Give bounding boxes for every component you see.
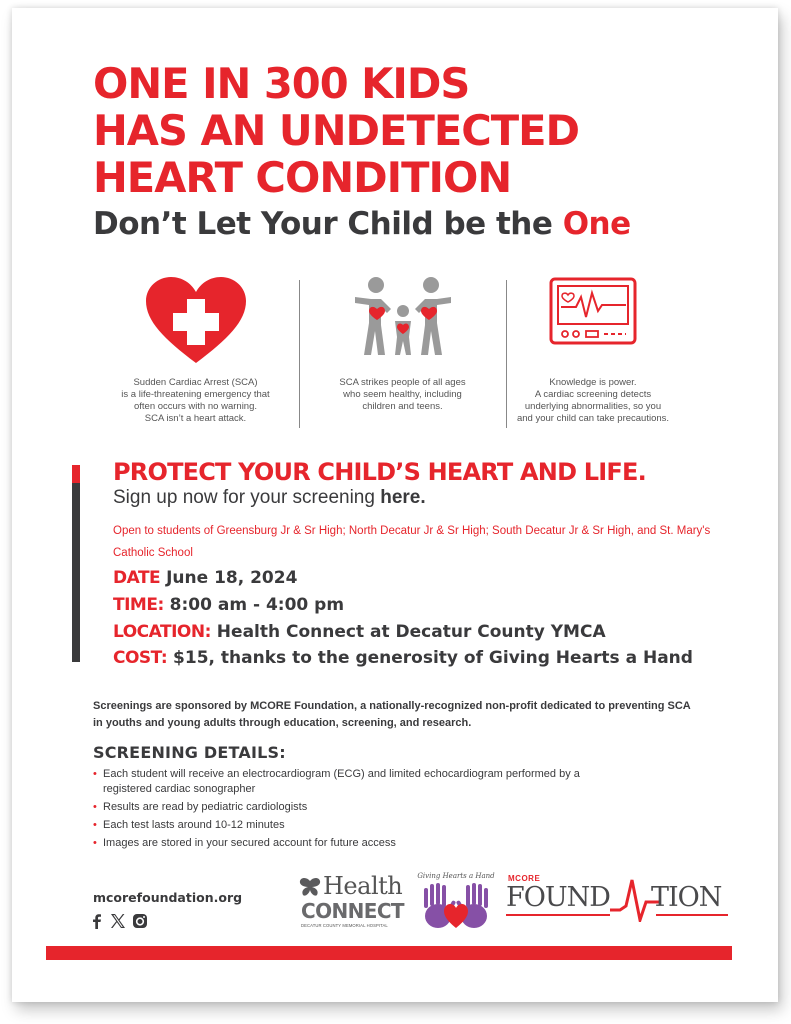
column-text-line: often occurs with no warning. bbox=[133, 401, 258, 412]
mcore-big-left: FOUND bbox=[506, 882, 610, 913]
detail-value: Health Connect at Decatur County YMCA bbox=[210, 622, 606, 642]
detail-label: DATE bbox=[113, 568, 161, 588]
giving-hearts-text: Giving Hearts a Hand bbox=[417, 872, 495, 880]
detail-location bbox=[113, 622, 606, 642]
column-text-line: SCA isn’t a heart attack. bbox=[144, 413, 247, 424]
column-text-line: is a life-threatening emergency that bbox=[121, 389, 270, 400]
info-column-sca bbox=[93, 275, 298, 425]
headline-line-1: ONE IN 300 KIDS bbox=[93, 59, 470, 108]
detail-label: LOCATION: bbox=[113, 622, 211, 642]
mcore-big-right: TION bbox=[651, 882, 722, 913]
headline bbox=[93, 60, 579, 201]
screening-details-list bbox=[93, 767, 613, 854]
hands-heart-icon bbox=[416, 882, 496, 934]
mcore-underline-right bbox=[656, 914, 728, 916]
detail-label: TIME: bbox=[113, 595, 164, 615]
section-accent-bar bbox=[72, 465, 80, 662]
protect-title: PROTECT YOUR CHILD’S HEART AND LIFE. bbox=[113, 458, 646, 486]
x-icon[interactable] bbox=[110, 913, 126, 929]
detail-value: 8:00 am - 4:00 pm bbox=[163, 595, 345, 615]
health-connect-word-2: CONNECT bbox=[301, 899, 404, 923]
column-text-line: underlying abnormalities, so you bbox=[524, 401, 662, 412]
column-text-line: Sudden Cardiac Arrest (SCA) bbox=[133, 377, 258, 388]
signup-link[interactable]: here. bbox=[380, 487, 426, 508]
sponsor-text: Screenings are sponsored by MCORE Foundation, a nationally-recognized non-profit dedicated to preventing SCA in youths and young adults through education, screening, and research. bbox=[93, 700, 691, 729]
headline-line-3: HEART CONDITION bbox=[93, 153, 512, 202]
detail-value: $15, thanks to the generosity of Giving Hearts a Hand bbox=[167, 648, 693, 668]
family-icon bbox=[351, 275, 455, 359]
column-text-line: Knowledge is power. bbox=[549, 377, 637, 388]
list-item: • Results are read by pediatric cardiologists bbox=[93, 800, 308, 813]
detail-label: COST: bbox=[113, 648, 168, 668]
screening-details-title: SCREENING DETAILS: bbox=[93, 743, 286, 762]
butterfly-icon bbox=[299, 877, 321, 897]
list-item: • Images are stored in your secured account for future access bbox=[93, 836, 396, 849]
column-text-line: children and teens. bbox=[362, 401, 443, 412]
section-accent-bar-top bbox=[72, 465, 80, 483]
social-icons bbox=[90, 913, 148, 929]
heart-monitor-icon bbox=[548, 275, 638, 347]
instagram-icon[interactable] bbox=[132, 913, 148, 929]
health-connect-sub: DECATUR COUNTY MEMORIAL HOSPITAL bbox=[301, 923, 388, 928]
column-text-line: A cardiac screening detects bbox=[534, 389, 652, 400]
detail-cost bbox=[113, 648, 693, 668]
facebook-icon[interactable] bbox=[90, 913, 104, 929]
detail-time bbox=[113, 595, 344, 615]
column-text-line: and your child can take precautions. bbox=[516, 413, 670, 424]
mcore-foundation-logo bbox=[506, 874, 732, 924]
list-item: • Each test lasts around 10-12 minutes bbox=[93, 818, 285, 831]
info-column-knowledge bbox=[488, 275, 698, 425]
subhead bbox=[93, 206, 631, 242]
website-link[interactable]: mcorefoundation.org bbox=[93, 890, 243, 905]
column-text-line: SCA strikes people of all ages bbox=[339, 377, 466, 388]
eligible-schools: Open to students of Greensburg Jr & Sr High; North Decatur Jr & Sr High; South Decatur Jr & Sr High, and St. Mary's Catholic School bbox=[113, 525, 711, 559]
health-connect-word-1: Health bbox=[323, 872, 403, 900]
signup-line bbox=[113, 487, 426, 509]
giving-hearts-logo bbox=[414, 872, 498, 934]
signup-text: Sign up now for your screening bbox=[113, 487, 381, 508]
mcore-underline bbox=[506, 914, 610, 916]
column-text-line: who seem healthy, including bbox=[343, 389, 462, 400]
headline-line-2: HAS AN UNDETECTED bbox=[93, 106, 580, 155]
health-connect-logo bbox=[299, 874, 404, 932]
bottom-accent-bar bbox=[46, 946, 732, 960]
list-item: • Each student will receive an electrocardiogram (ECG) and limited echocardiogram performed by a registered cardiac sonographer bbox=[93, 768, 580, 795]
subhead-highlight: One bbox=[562, 206, 631, 242]
mcore-small-text: MCORE bbox=[508, 874, 541, 883]
heart-cross-icon bbox=[144, 275, 248, 367]
detail-value: June 18, 2024 bbox=[160, 568, 298, 588]
detail-date bbox=[113, 568, 297, 588]
subhead-text: Don’t Let Your Child be the bbox=[93, 206, 563, 242]
info-column-ages bbox=[300, 275, 505, 413]
